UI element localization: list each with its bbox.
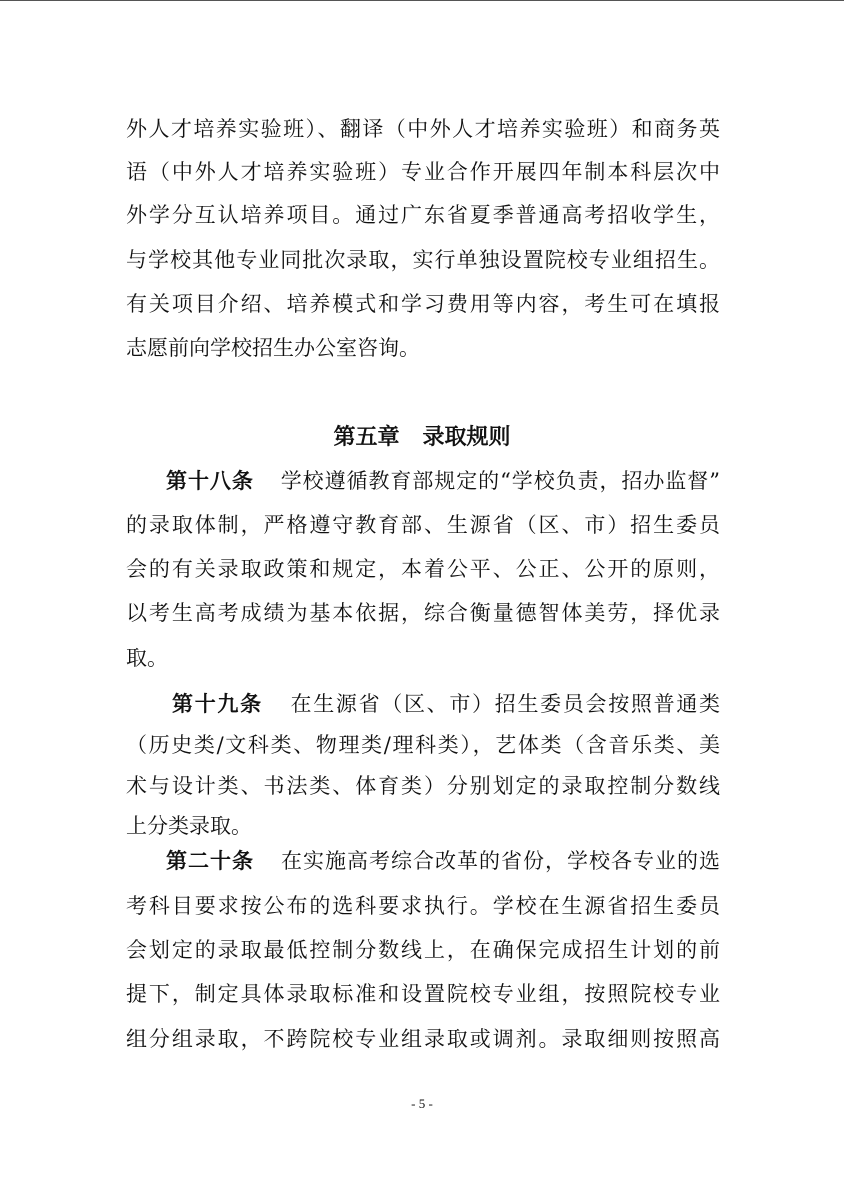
text-line: 有关项目介绍、培养模式和学习费用等内容，考生可在填报 xyxy=(126,292,720,316)
text-line: 语（中外人才培养实验班）专业合作开展四年制本科层次中 xyxy=(126,160,720,184)
article-first-line xyxy=(166,846,720,876)
page-top-border xyxy=(0,0,844,1)
article-label: 第十八条 xyxy=(166,469,254,493)
text-line: 外人才培养实验班）、翻译（中外人才培养实验班）和商务英 xyxy=(126,117,720,141)
chapter-title: 第五章 录取规则 xyxy=(333,425,511,450)
page-number: - 5 - xyxy=(411,1096,433,1111)
text-line: （历史类/文科类、物理类/理科类），艺体类（含音乐类、美 xyxy=(126,733,720,757)
text-line: 会的有关录取政策和规定，本着公平、公正、公开的原则， xyxy=(126,557,720,581)
text-line: 术与设计类、书法类、体育类）分别划定的录取控制分数线 xyxy=(126,774,720,798)
text-line: 与学校其他专业同批次录取，实行单独设置院校专业组招生。 xyxy=(126,248,720,272)
text-line: 组分组录取，不跨院校专业组录取或调剂。录取细则按照高 xyxy=(126,1027,720,1051)
article-text: 学校遵循教育部规定的“学校负责，招办监督” xyxy=(279,469,720,493)
text-line: 会划定的录取最低控制分数线上，在确保完成招生计划的前 xyxy=(126,938,720,962)
text-line: 上分类录取。 xyxy=(126,814,252,838)
article-label: 第二十条 xyxy=(166,849,254,873)
text-line: 取。 xyxy=(126,646,168,670)
text-line: 志愿前向学校招生办公室咨询。 xyxy=(126,336,420,360)
article-first-line xyxy=(166,466,720,496)
text-line: 的录取体制，严格遵守教育部、生源省（区、市）招生委员 xyxy=(126,513,720,537)
text-line: 以考生高考成绩为基本依据，综合衡量德智体美劳，择优录 xyxy=(126,601,720,625)
article-text: 在实施高考综合改革的省份，学校各专业的选 xyxy=(280,849,720,873)
text-line: 考科目要求按公布的选科要求执行。学校在生源省招生委员 xyxy=(126,894,720,918)
article-first-line xyxy=(172,689,720,719)
text-line: 外学分互认培养项目。通过广东省夏季普通高考招收学生， xyxy=(126,203,720,227)
text-line: 提下，制定具体录取标准和设置院校专业组，按照院校专业 xyxy=(126,982,720,1006)
article-text: 在生源省（区、市）招生委员会按照普通类 xyxy=(288,692,721,716)
article-label: 第十九条 xyxy=(172,692,263,716)
